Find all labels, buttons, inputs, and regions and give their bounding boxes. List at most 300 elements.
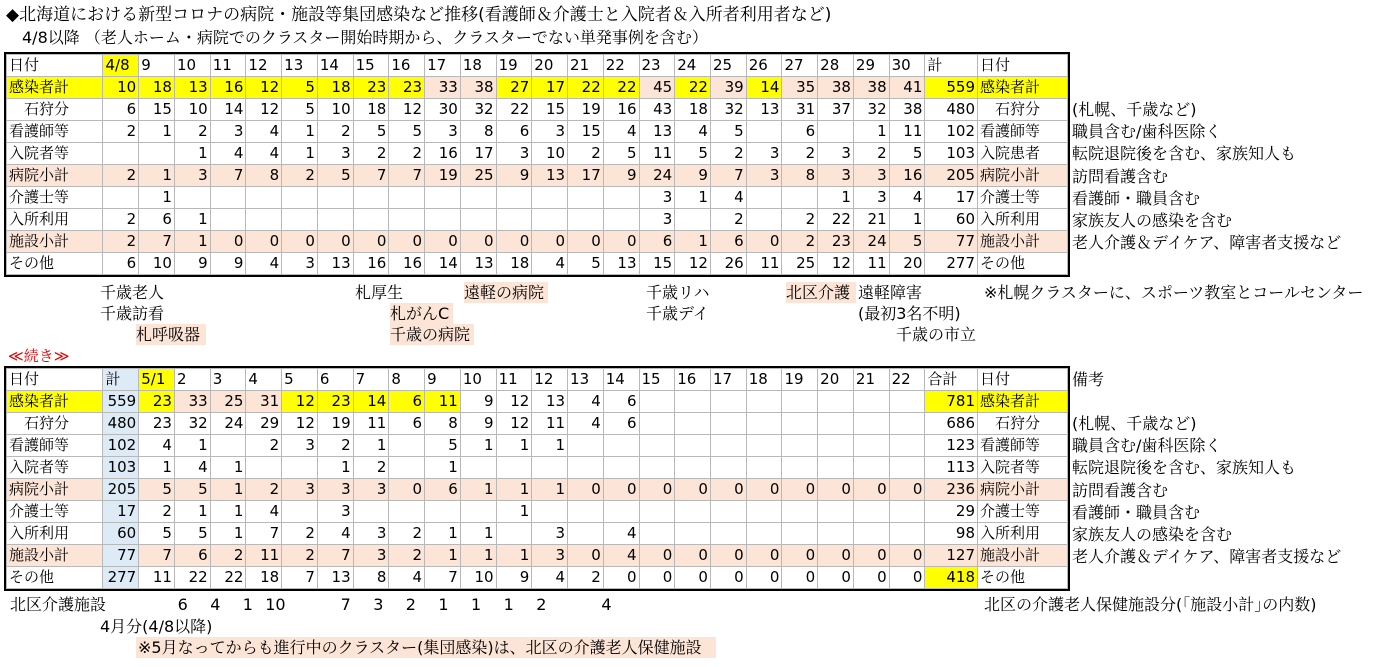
table-cell: 13 <box>603 253 639 275</box>
table-cell: 0 <box>568 231 604 253</box>
table-row <box>7 479 1068 501</box>
table-cell <box>710 413 746 435</box>
table-cell: 6 <box>103 99 139 121</box>
table-cell <box>282 501 318 523</box>
table-cell: 5 <box>282 77 318 99</box>
table-cell: 15 <box>532 99 568 121</box>
table-cell: 6 <box>139 209 175 231</box>
table-cell: 11 <box>853 253 889 275</box>
table-cell <box>639 391 675 413</box>
table-cell: 0 <box>746 545 782 567</box>
table-cell: 2 <box>389 523 425 545</box>
table-cell: 19 <box>568 99 604 121</box>
row-label: 入院者等 <box>7 457 103 479</box>
cluster-label: 千歳の市立 <box>896 325 977 344</box>
table-cell: 5 <box>889 143 925 165</box>
table-cell: 236 <box>925 479 978 501</box>
column-header: 28 <box>818 55 854 77</box>
table-cell: 77 <box>925 231 978 253</box>
table-cell: 1 <box>460 545 496 567</box>
row-label: 感染者計 <box>7 391 103 413</box>
column-header: 5/1 <box>139 369 175 391</box>
row-label: 施設小計 <box>7 545 103 567</box>
table-cell: 2 <box>103 121 139 143</box>
table-row <box>7 121 1068 143</box>
table-cell: 24 <box>639 165 675 187</box>
kitaku-value: 4 <box>601 595 612 614</box>
table-cell: 1 <box>282 143 318 165</box>
table-cell <box>746 209 782 231</box>
row-label-right: 入所利用 <box>978 209 1068 231</box>
table-cell: 0 <box>746 567 782 589</box>
table-cell: 2 <box>568 567 604 589</box>
cluster-label: 千歳の病院 <box>390 324 474 345</box>
table-cell: 4 <box>532 253 568 275</box>
column-header: 17 <box>710 369 746 391</box>
table-cell <box>282 209 318 231</box>
table-cell: 3 <box>174 165 210 187</box>
table-cell: 0 <box>425 231 461 253</box>
table-cell: 16 <box>889 165 925 187</box>
table-cell <box>353 501 389 523</box>
row-remark: 老人介護＆デイケア、障害者支援など <box>1072 233 1342 253</box>
table-cell: 4 <box>389 567 425 589</box>
table-cell: 23 <box>139 413 175 435</box>
row-label-right: 入院者等 <box>978 457 1068 479</box>
table-cell: 35 <box>782 77 818 99</box>
table-cell: 13 <box>174 77 210 99</box>
table-cell: 23 <box>353 77 389 99</box>
table-cell: 22 <box>818 209 854 231</box>
table-cell: 0 <box>639 545 675 567</box>
table-cell: 15 <box>639 253 675 275</box>
table-cell: 17 <box>103 501 139 523</box>
table-cell: 18 <box>675 99 711 121</box>
table-row <box>7 545 1068 567</box>
table-cell: 33 <box>174 391 210 413</box>
table-cell: 2 <box>782 209 818 231</box>
table-cell: 4 <box>710 187 746 209</box>
table-cell: 113 <box>925 457 978 479</box>
table-cell: 38 <box>889 99 925 121</box>
table-cell <box>675 391 711 413</box>
cluster-label: 遠軽の病院 <box>464 282 548 303</box>
row-label: 入所利用 <box>7 209 103 231</box>
table-cell: 8 <box>460 121 496 143</box>
table-cell <box>389 457 425 479</box>
table-cell: 1 <box>282 121 318 143</box>
table-cell <box>675 209 711 231</box>
row-remark: 転院退院後を含む、家族知人も <box>1072 144 1297 164</box>
table-cell <box>782 523 818 545</box>
column-header: 27 <box>782 55 818 77</box>
kitaku-row-note: 北区の介護老人保健施設分(｢施設小計｣の内数) <box>984 595 1317 614</box>
table-cell <box>675 523 711 545</box>
row-remark: 家族友人の感染を含む <box>1072 525 1233 545</box>
row-remark: 訪問看護含む <box>1072 166 1169 186</box>
column-header: 6 <box>317 369 353 391</box>
table-cell: 102 <box>925 121 978 143</box>
table-cell: 5 <box>389 121 425 143</box>
table-cell: 7 <box>389 165 425 187</box>
row-label-right: 施設小計 <box>978 545 1068 567</box>
table-cell: 2 <box>103 165 139 187</box>
table-cell: 11 <box>246 545 282 567</box>
table-cell: 14 <box>425 253 461 275</box>
table-cell: 5 <box>425 435 461 457</box>
table-cell <box>818 435 854 457</box>
table-row <box>7 253 1068 275</box>
table-cell <box>853 501 889 523</box>
table-cell: 3 <box>353 479 389 501</box>
kitaku-row-label: 北区介護施設 <box>10 595 107 614</box>
table-row <box>7 567 1068 589</box>
table-cell: 0 <box>889 479 925 501</box>
table-cell: 0 <box>675 567 711 589</box>
table-cell: 2 <box>353 143 389 165</box>
column-header: 4/8 <box>103 55 139 77</box>
kitaku-value: 1 <box>471 595 482 614</box>
table-cell: 0 <box>675 479 711 501</box>
table-row <box>7 99 1068 121</box>
table-cell: 4 <box>532 567 568 589</box>
table-cell: 4 <box>603 545 639 567</box>
table-cell: 22 <box>496 99 532 121</box>
table-cell: 0 <box>353 231 389 253</box>
table-cell: 12 <box>675 253 711 275</box>
table-cell: 0 <box>210 231 246 253</box>
table-cell: 3 <box>853 187 889 209</box>
table-row <box>7 391 1068 413</box>
table-cell: 22 <box>675 77 711 99</box>
table-cell: 3 <box>639 209 675 231</box>
table-cell <box>460 501 496 523</box>
table-cell <box>746 501 782 523</box>
table-cell <box>568 187 604 209</box>
table-cell <box>425 501 461 523</box>
row-label: 看護師等 <box>7 435 103 457</box>
column-header: 16 <box>675 369 711 391</box>
column-header: 5 <box>282 369 318 391</box>
row-label-right: 感染者計 <box>978 77 1068 99</box>
row-remark: 転院退院後を含む、家族知人も <box>1072 458 1297 478</box>
column-header: 20 <box>818 369 854 391</box>
table-cell: 5 <box>675 143 711 165</box>
table-cell: 2 <box>782 143 818 165</box>
table-cell: 26 <box>710 253 746 275</box>
kitaku-value: 6 <box>177 595 188 614</box>
table-cell: 1 <box>675 231 711 253</box>
table-cell: 4 <box>568 413 604 435</box>
table-cell: 6 <box>603 413 639 435</box>
table-cell: 13 <box>317 253 353 275</box>
table-cell: 11 <box>639 143 675 165</box>
column-header: 18 <box>746 369 782 391</box>
row-label-right: 入院患者 <box>978 143 1068 165</box>
table-cell <box>818 413 854 435</box>
table-cell: 3 <box>353 523 389 545</box>
cluster-label: 千歳リハ <box>646 283 710 302</box>
table-cell: 17 <box>460 143 496 165</box>
table-cell: 6 <box>425 479 461 501</box>
column-header: 13 <box>568 369 604 391</box>
table-cell <box>568 209 604 231</box>
table-cell: 1 <box>532 479 568 501</box>
table-cell: 5 <box>317 165 353 187</box>
table-cell: 41 <box>889 77 925 99</box>
table-cell: 32 <box>853 99 889 121</box>
table-cell: 18 <box>246 567 282 589</box>
table-cell <box>782 457 818 479</box>
table-cell: 98 <box>925 523 978 545</box>
table-cell: 24 <box>853 231 889 253</box>
table-cell: 1 <box>496 501 532 523</box>
table-cell: 277 <box>103 567 139 589</box>
table-cell: 1 <box>425 523 461 545</box>
table-cell: 1 <box>174 209 210 231</box>
table-cell: 4 <box>603 121 639 143</box>
table-cell <box>282 457 318 479</box>
table-cell: 13 <box>532 391 568 413</box>
table-row <box>7 187 1068 209</box>
table-cell: 3 <box>639 187 675 209</box>
table-cell: 686 <box>925 413 978 435</box>
table-cell: 25 <box>782 253 818 275</box>
table-cell: 7 <box>139 231 175 253</box>
table-cell: 45 <box>639 77 675 99</box>
kitaku-value: 10 <box>265 595 286 614</box>
table-cell: 6 <box>389 413 425 435</box>
table-cell: 3 <box>425 121 461 143</box>
table-cell: 1 <box>174 501 210 523</box>
column-header: 日付 <box>7 55 103 77</box>
table-cell: 3 <box>532 121 568 143</box>
table-cell: 6 <box>710 231 746 253</box>
column-header: 29 <box>853 55 889 77</box>
table-cell <box>853 457 889 479</box>
row-label: 入院者等 <box>7 143 103 165</box>
table-cell: 32 <box>174 413 210 435</box>
table-cell: 2 <box>353 457 389 479</box>
table-cell: 1 <box>460 523 496 545</box>
table-cell <box>782 413 818 435</box>
table-cell: 0 <box>639 479 675 501</box>
table-cell <box>532 209 568 231</box>
table-cell <box>532 501 568 523</box>
table-row <box>7 435 1068 457</box>
table-cell <box>746 413 782 435</box>
table-cell <box>532 457 568 479</box>
column-header: 21 <box>568 55 604 77</box>
table-cell: 205 <box>925 165 978 187</box>
table-cell: 1 <box>496 435 532 457</box>
table-cell: 10 <box>317 99 353 121</box>
table-cell: 4 <box>139 435 175 457</box>
table-cell: 37 <box>818 99 854 121</box>
table-cell: 13 <box>746 99 782 121</box>
table-cell <box>174 187 210 209</box>
table-cell: 1 <box>532 435 568 457</box>
table-cell: 10 <box>532 143 568 165</box>
table-cell <box>889 413 925 435</box>
table-cell: 4 <box>210 143 246 165</box>
table-cell: 2 <box>317 435 353 457</box>
table-cell: 10 <box>460 567 496 589</box>
table-cell: 103 <box>103 457 139 479</box>
table-cell <box>710 457 746 479</box>
table-cell: 1 <box>353 435 389 457</box>
table-cell: 17 <box>532 77 568 99</box>
table-cell <box>675 457 711 479</box>
table-cell <box>460 457 496 479</box>
column-header: 22 <box>889 369 925 391</box>
table-cell: 1 <box>139 165 175 187</box>
table-cell: 205 <box>103 479 139 501</box>
table-cell: 5 <box>603 143 639 165</box>
table-cell: 0 <box>710 545 746 567</box>
table-cell <box>103 143 139 165</box>
table-cell <box>639 457 675 479</box>
table-cell: 43 <box>639 99 675 121</box>
table-cell: 23 <box>389 77 425 99</box>
table-cell <box>460 187 496 209</box>
cluster-label: 遠軽障害 <box>858 283 923 302</box>
table-cell: 9 <box>174 253 210 275</box>
row-remark: (札幌、千歳など) <box>1072 413 1197 433</box>
table-cell <box>317 209 353 231</box>
table-cell: 10 <box>139 253 175 275</box>
table-cell <box>568 435 604 457</box>
table-cell <box>389 435 425 457</box>
table-cell <box>710 435 746 457</box>
table-cell: 19 <box>317 413 353 435</box>
column-header: 15 <box>353 55 389 77</box>
table-cell: 1 <box>853 121 889 143</box>
table-cell: 12 <box>389 99 425 121</box>
table-row <box>7 77 1068 99</box>
row-label-right: その他 <box>978 253 1068 275</box>
table-cell: 1 <box>425 545 461 567</box>
row-label: 病院小計 <box>7 165 103 187</box>
table-cell: 3 <box>317 143 353 165</box>
table-cell: 103 <box>925 143 978 165</box>
column-header: 12 <box>246 55 282 77</box>
table-cell: 102 <box>103 435 139 457</box>
row-label-right: 介護士等 <box>978 187 1068 209</box>
table-cell <box>603 457 639 479</box>
cluster-label: 札がんC <box>390 303 453 324</box>
column-header: 8 <box>389 369 425 391</box>
table-cell: 1 <box>460 435 496 457</box>
table-cell: 0 <box>568 479 604 501</box>
column-header: 合計 <box>925 369 978 391</box>
table-cell <box>853 413 889 435</box>
table-cell: 38 <box>460 77 496 99</box>
table-cell: 60 <box>925 209 978 231</box>
table-cell: 23 <box>818 231 854 253</box>
remarks-header: 備考 <box>1072 370 1105 389</box>
table-cell <box>639 501 675 523</box>
table-cell <box>746 523 782 545</box>
table-cell <box>782 501 818 523</box>
row-remark: 看護師・職員含む <box>1072 502 1201 522</box>
table-cell: 0 <box>317 231 353 253</box>
table-cell: 5 <box>282 99 318 121</box>
table-cell <box>603 209 639 231</box>
table-cell: 418 <box>925 567 978 589</box>
table-cell <box>210 209 246 231</box>
table-cell: 15 <box>139 99 175 121</box>
table-cell: 25 <box>460 165 496 187</box>
table-cell: 4 <box>246 253 282 275</box>
table-cell: 9 <box>496 165 532 187</box>
table-cell: 0 <box>853 479 889 501</box>
table-cell: 12 <box>496 391 532 413</box>
table-cell <box>389 209 425 231</box>
column-header: 22 <box>603 55 639 77</box>
table-cell <box>675 501 711 523</box>
table-cell: 14 <box>353 391 389 413</box>
table-cell: 2 <box>174 121 210 143</box>
kitaku-value: 1 <box>242 595 253 614</box>
row-remark: 看護師・職員含む <box>1072 188 1201 208</box>
kitaku-value: 3 <box>373 595 384 614</box>
table-cell: 9 <box>603 165 639 187</box>
table-cell <box>639 413 675 435</box>
table-cell <box>889 501 925 523</box>
row-label-right: 病院小計 <box>978 165 1068 187</box>
table-cell: 12 <box>246 77 282 99</box>
table-cell <box>746 391 782 413</box>
table-cell: 2 <box>317 121 353 143</box>
table-cell: 6 <box>782 121 818 143</box>
table-cell <box>210 435 246 457</box>
table-cell: 12 <box>496 413 532 435</box>
table-cell: 4 <box>246 501 282 523</box>
row-label-right: 施設小計 <box>978 231 1068 253</box>
table-cell: 0 <box>853 545 889 567</box>
table-cell: 3 <box>282 253 318 275</box>
cluster-label: 札厚生 <box>355 283 404 302</box>
table-cell: 2 <box>246 479 282 501</box>
table-cell: 7 <box>710 165 746 187</box>
column-header: 7 <box>353 369 389 391</box>
table-cell: 4 <box>889 187 925 209</box>
table-cell: 0 <box>389 479 425 501</box>
table-cell: 13 <box>317 567 353 589</box>
table-cell: 4 <box>568 391 604 413</box>
column-header: 30 <box>889 55 925 77</box>
column-header: 9 <box>425 369 461 391</box>
table-cell: 4 <box>174 457 210 479</box>
footnote: ※5月なってからも進行中のクラスター(集団感染)は、北区の介護老人保健施設 <box>136 637 716 658</box>
table-cell: 60 <box>103 523 139 545</box>
table-cell <box>246 187 282 209</box>
table-cell: 1 <box>210 501 246 523</box>
table-cell <box>103 187 139 209</box>
table-cell: 17 <box>925 187 978 209</box>
column-header: 11 <box>496 369 532 391</box>
table-cell <box>710 391 746 413</box>
row-remark: 老人介護＆デイケア、障害者支援など <box>1072 547 1342 567</box>
column-header: 計 <box>925 55 978 77</box>
table-cell: 18 <box>139 77 175 99</box>
table-cell: 33 <box>425 77 461 99</box>
table-cell <box>818 121 854 143</box>
column-header: 17 <box>425 55 461 77</box>
kitaku-value: 2 <box>536 595 547 614</box>
table-cell: 8 <box>246 165 282 187</box>
